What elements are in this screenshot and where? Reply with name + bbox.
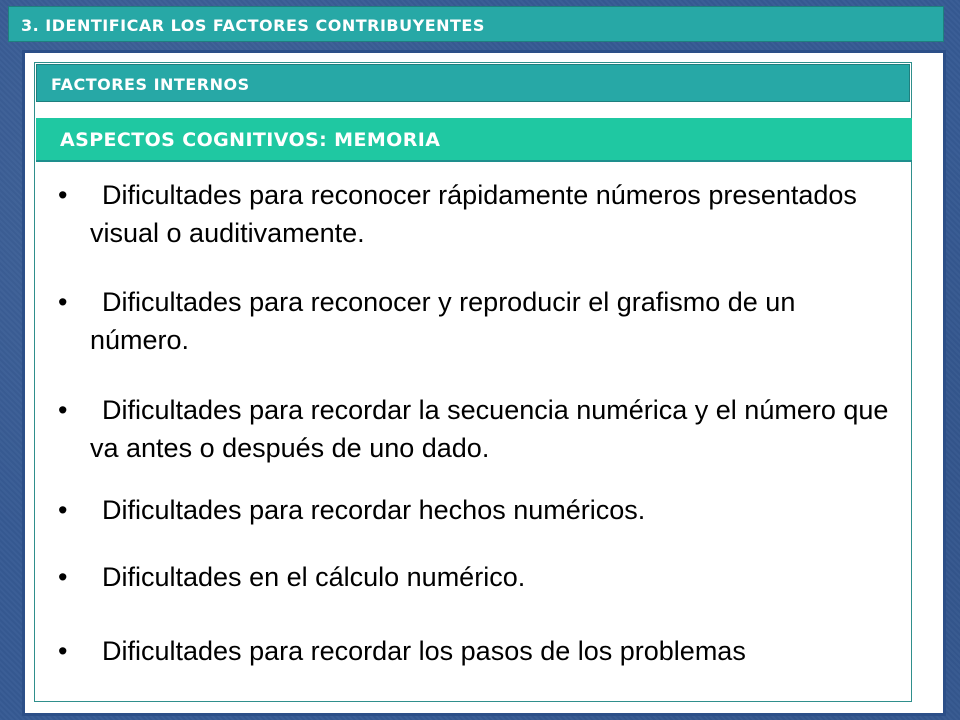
bullet-item-3 bbox=[36, 391, 896, 467]
subsection-header bbox=[36, 118, 912, 162]
bullet-marker: • bbox=[58, 562, 68, 592]
bullet-marker: • bbox=[58, 636, 68, 666]
bullet-marker: • bbox=[58, 495, 68, 525]
bullet-text: Dificultades para recordar los pasos de los problemas bbox=[102, 636, 746, 666]
bullet-item-5 bbox=[36, 558, 896, 596]
bullet-text: Dificultades en el cálculo numérico. bbox=[102, 562, 526, 592]
bullet-marker: • bbox=[58, 287, 68, 317]
bullet-item-1 bbox=[36, 176, 896, 252]
bullet-item-4 bbox=[36, 491, 896, 529]
bullet-item-6 bbox=[36, 632, 896, 670]
bullet-item-2 bbox=[36, 283, 896, 359]
bullet-text: Dificultades para recordar la secuencia numérica y el número que va antes o después de uno dado. bbox=[90, 395, 889, 463]
bullet-text: Dificultades para reconocer y reproducir el grafismo de un número. bbox=[90, 287, 796, 355]
section-title: FACTORES INTERNOS bbox=[51, 75, 250, 94]
bullet-marker: • bbox=[58, 395, 68, 425]
bullet-text: Dificultades para recordar hechos numéricos. bbox=[102, 495, 646, 525]
subsection-title: ASPECTOS COGNITIVOS: MEMORIA bbox=[60, 129, 441, 151]
banner-title: 3. IDENTIFICAR LOS FACTORES CONTRIBUYENTES bbox=[21, 16, 485, 35]
section-header bbox=[36, 64, 910, 102]
bullet-marker: • bbox=[58, 180, 68, 210]
top-banner bbox=[8, 6, 944, 42]
bullet-text: Dificultades para reconocer rápidamente números presentados visual o auditivamente. bbox=[90, 180, 857, 248]
